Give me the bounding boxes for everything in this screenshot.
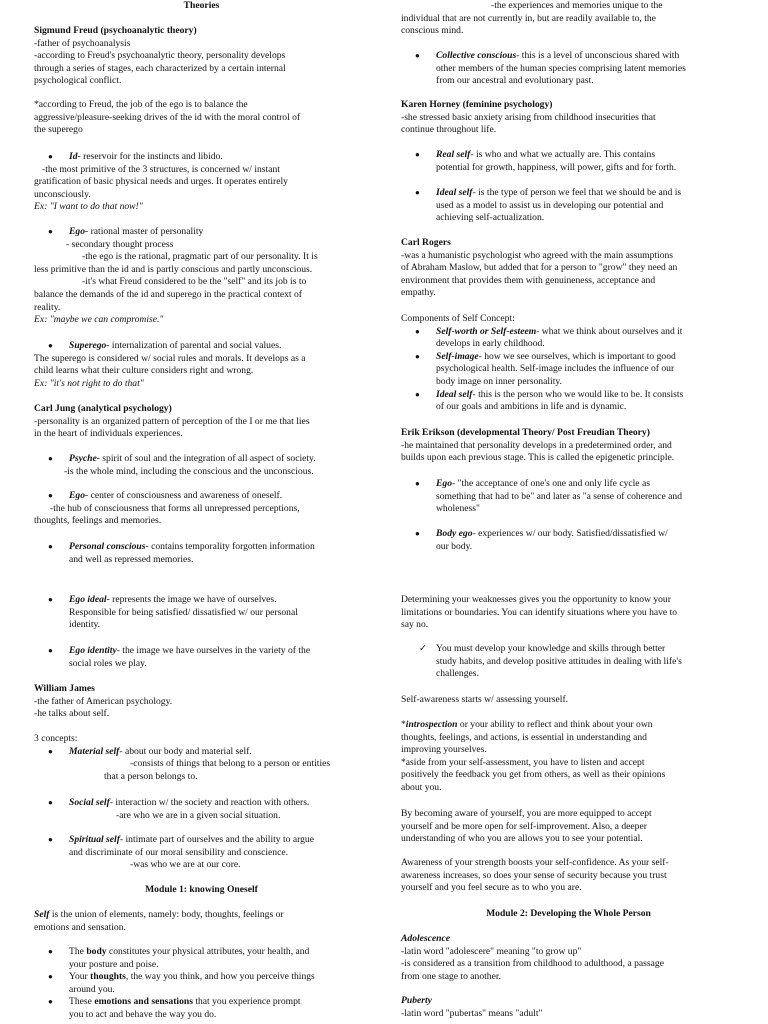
bullet-icon: ● bbox=[48, 341, 53, 350]
jung-ego-ideal-item: ● Ego ideal- represents the image we have of ourselves. Responsible for being satisfied/ dissatisfied w/ our personal identity. bbox=[48, 594, 298, 631]
bullet-icon: ● bbox=[48, 746, 53, 756]
jung-personal-conscious-item: ● Personal conscious- contains temporality forgotten information and well as repressed memories. bbox=[48, 541, 315, 565]
bullet-icon: ● bbox=[48, 152, 53, 161]
erikson-section: Erik Erikson (developmental Theory/ Post Freudian Theory) -he maintained that personality develops in a predetermined order, and builds upon each previous stage. This is called the epigenetic principle. bbox=[401, 427, 736, 465]
rogers-section: Carl Rogers -was a humanistic psychologist who agreed with the main assumptions of Abraham Maslow, but added that for a person to "grow" they need an environment that provides them with genuineness, acceptance and empathy. bbox=[401, 237, 736, 300]
knowledge-check-item: ✓ You must develop your knowledge and skills through better study habits, and develop positive attitudes in dealing with life's challenges. bbox=[419, 643, 682, 680]
freud-superego-item: ● Superego- internalization of parental and social values. The superego is considered w/ social rules and morals. It develops as a child learns what their culture considers right and wrong. Ex: "it's not right to do that" bbox=[34, 340, 306, 389]
awareness-paragraph: By becoming aware of yourself, you are more equipped to accept yourself and be more open for self-improvement. Also, a deeper understanding of who you are allows you to see your potential. bbox=[401, 808, 652, 845]
erikson-body-ego-item: ● Body ego- experiences w/ our body. Satisfied/dissatisfied w/ our body. bbox=[415, 528, 668, 552]
jung-psyche-item: ● Psyche- spirit of soul and the integration of all aspect of society. -is the whole mind, including the conscious and the unconscious. bbox=[48, 453, 316, 477]
rogers-heading: Carl Rogers bbox=[401, 237, 451, 248]
adolescence-heading: Adolescence bbox=[401, 933, 451, 944]
bullet-icon: ● bbox=[415, 479, 420, 488]
bullet-icon: ● bbox=[415, 150, 420, 159]
bullet-icon: ● bbox=[48, 454, 53, 463]
freud-heading: Sigmund Freud (psychoanalytic theory) bbox=[34, 25, 197, 36]
james-heading: William James bbox=[34, 683, 95, 694]
freud-section: Sigmund Freud (psychoanalytic theory) -father of psychoanalysis -according to Freud's psychoanalytic theory, personality develops through a series of stages, each characterized by a certain internal psychological conflict. bbox=[34, 25, 369, 88]
bullet-icon: ● bbox=[415, 188, 420, 197]
puberty-section: Puberty -latin word "pubertas" means "adult" bbox=[401, 995, 736, 1020]
weaknesses-paragraph: Determining your weaknesses gives you the opportunity to know your limitations or boundaries. You can identify situations where you have to say no. bbox=[401, 594, 678, 631]
module1-title: Module 1: knowing Oneself bbox=[145, 884, 258, 895]
bullet-icon: ● bbox=[415, 529, 420, 538]
checkmark-icon: ✓ bbox=[419, 643, 428, 654]
horney-section: Karen Horney (feminine psychology) -she stressed basic anxiety arising from childhood insecurities that continue throughout life. bbox=[401, 99, 736, 137]
theories-title: Theories bbox=[183, 0, 220, 11]
jung-ego-item: ● Ego- center of consciousness and awareness of oneself. -the hub of consciousness that forms all unrepressed perceptions, thoughts, feelings and memories. bbox=[34, 490, 300, 527]
puberty-heading: Puberty bbox=[401, 995, 432, 1006]
bullet-icon: ● bbox=[48, 227, 53, 236]
rogers-components: Components of Self Concept: ● Self-worth or Self-esteem- what we think about ourselves and it develops in early childhood. ● Self-image- how we see ourselves, which is important to good psychological health. Self-image includes the influence of our body image on inner personality. ● Ideal self- this is the person who we would like to be. It consists of our goals and ambitions in life and is dynamic. bbox=[401, 313, 684, 413]
bullet-icon: ● bbox=[415, 326, 420, 336]
james-concepts: 3 concepts: ● Material self- about our body and material self. -consists of things that belong to a person or entities that a person belongs to. bbox=[34, 733, 331, 782]
freud-ego-job: *according to Freud, the job of the ego is to balance the aggressive/pleasure-seeking drives of the id with the moral control of the superego bbox=[34, 99, 301, 136]
freud-id-item: ● Id- reservoir for the instincts and libido. -the most primitive of the 3 structures, is concerned w/ instant gratification of basic physical needs and urges. It operates entirely unconsciously. Ex: "I want to do that now!" bbox=[34, 151, 288, 213]
bullet-icon: ● bbox=[48, 491, 53, 500]
bullet-icon: ● bbox=[48, 595, 53, 604]
horney-heading: Karen Horney (feminine psychology) bbox=[401, 99, 553, 110]
bullet-icon: ● bbox=[48, 835, 53, 844]
module1-body-item: ● The body constitutes your physical attributes, your health, and your posture and poise. bbox=[48, 946, 310, 970]
bullet-icon: ● bbox=[415, 389, 420, 399]
module2-title: Module 2: Developing the Whole Person bbox=[486, 908, 651, 919]
horney-real-self-item: ● Real self- is who and what we actually are. This contains potential for growth, happiness, will power, gifts and for forth. bbox=[415, 149, 677, 173]
horney-ideal-self-item: ● Ideal self- is the type of person we feel that we should be and is used as a model to assist us in developing our potential and achieving self-actualization. bbox=[415, 187, 682, 224]
bullet-icon: ● bbox=[48, 997, 53, 1006]
jung-heading: Carl Jung (analytical psychology) bbox=[34, 403, 172, 414]
bullet-icon: ● bbox=[48, 947, 53, 956]
bullet-icon: ● bbox=[48, 646, 53, 655]
bullet-icon: ● bbox=[48, 798, 53, 807]
module1-emotions-item: ● These emotions and sensations that you experience prompt you to act and behave the way you do. bbox=[48, 996, 301, 1020]
james-spiritual-self-item: ● Spiritual self- intimate part of ourselves and the ability to argue and discriminate of our moral sensibility and conscience. -was who we are at our core. bbox=[48, 834, 314, 871]
bullet-icon: ● bbox=[415, 51, 420, 60]
personal-conscious-continuation: -the experiences and memories unique to the individual that are not currently in, but are readily available to, the conscious mind. bbox=[401, 0, 663, 37]
erikson-ego-item: ● Ego- "the acceptance of one's one and only life cycle as something that had to be" and later as "a sense of coherence and wholeness" bbox=[415, 478, 682, 515]
introspection-paragraph: *introspection or your ability to reflect and think about your own thoughts, feelings, and actions, is essential in understanding and improving yourselves. *aside from your self-assessment, you have to listen and accept positively the feedback you get from others, as well as their opinions about you. bbox=[401, 719, 666, 793]
module1-thoughts-item: ● Your thoughts, the way you think, and how you perceive things around you. bbox=[48, 971, 315, 995]
adolescence-section: Adolescence -latin word "adolescere" meaning "to grow up" -is considered as a transition from childhood to adulthood, a passage from one stage to another. bbox=[401, 933, 736, 983]
module1-self-definition: Self is the union of elements, namely: body, thoughts, feelings or emotions and sensation. bbox=[34, 909, 284, 933]
collective-conscious-item: ● Collective conscious- this is a level of unconscious shared with other members of the human species comprising latent memories from our ancestral and evolutionary past. bbox=[415, 50, 686, 87]
freud-ego-item: ● Ego- rational master of personality - secondary thought process -the ego is the rational, pragmatic part of our personality. It is less primitive than the id and is partly conscious and partly unconscious. -it's what Freud considered to be the "self" and its job is to balance the demands of the id and superego in the practical context of reality. Ex: "maybe we can compromise." bbox=[34, 226, 318, 326]
jung-ego-identity-item: ● Ego identity- the image we have ourselves in the variety of the social roles we play. bbox=[48, 645, 311, 669]
james-social-self-item: ● Social self- interaction w/ the society and reaction with others. -are who we are in a given social situation. bbox=[48, 797, 310, 821]
bullet-icon: ● bbox=[48, 972, 53, 981]
james-section: William James -the father of American psychology. -he talks about self. bbox=[34, 683, 369, 721]
bullet-icon: ● bbox=[48, 542, 53, 551]
self-awareness-line: Self-awareness starts w/ assessing yourself. bbox=[401, 694, 569, 705]
strength-paragraph: Awareness of your strength boosts your self-confidence. As your self- awareness increases, so does your sense of security because you trust yourself and you feel secure as to who you are. bbox=[401, 857, 669, 894]
jung-section: Carl Jung (analytical psychology) -personality is an organized pattern of perception of the I or me that lies in the heart of individuals experiences. bbox=[34, 403, 369, 441]
bullet-icon: ● bbox=[415, 351, 420, 361]
erikson-heading: Erik Erikson (developmental Theory/ Post Freudian Theory) bbox=[401, 427, 650, 438]
